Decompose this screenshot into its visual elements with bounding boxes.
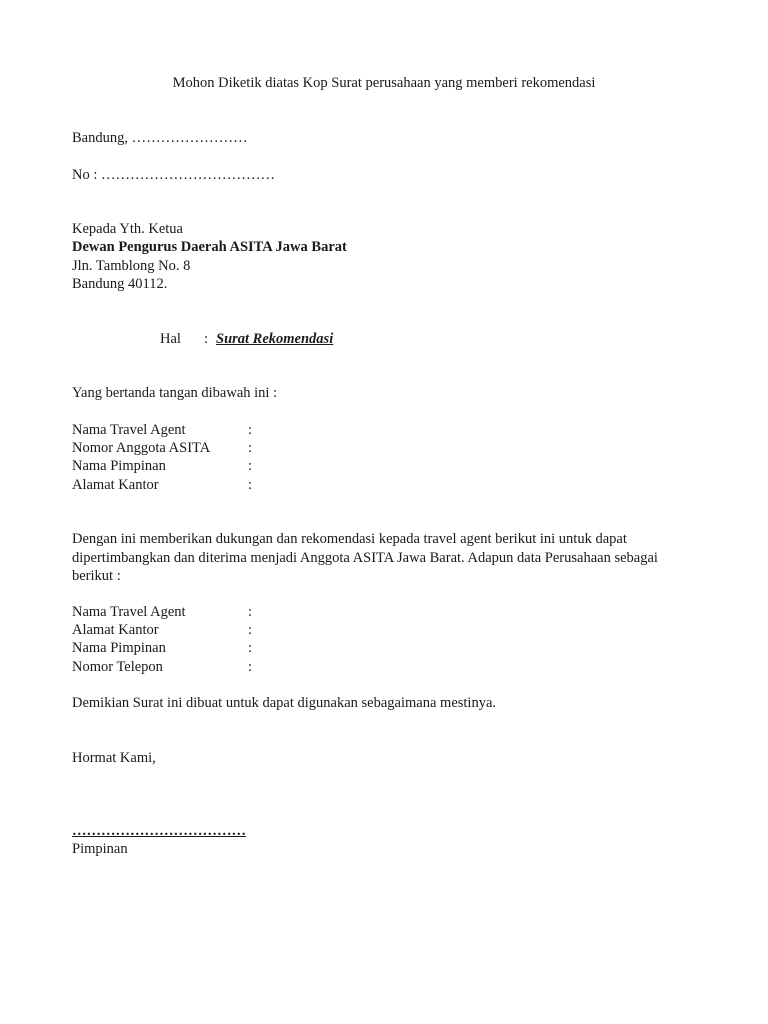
company-field-label: Nomor Telepon [72,659,163,675]
recipient-line-2: Dewan Pengurus Daerah ASITA Jawa Barat [72,239,347,255]
letter-number: No : ……………………………… [72,167,275,183]
signer-field-colon: : [248,422,253,438]
signature-title: Pimpinan [72,841,128,857]
subject-label: Hal [160,331,181,347]
recipient-line-1: Kepada Yth. Ketua [72,221,183,237]
company-field-label: Nama Pimpinan [72,640,166,656]
subject-colon: : [204,331,209,347]
signer-field-label: Nomor Anggota ASITA [72,440,211,456]
recipient-city: Bandung 40112. [72,276,168,292]
signer-field-colon: : [248,458,253,474]
signer-field-label: Nama Pimpinan [72,458,166,474]
body-paragraph: Dengan ini memberikan dukungan dan rekomendasi kepada travel agent berikut ini untuk dapat dipertimbangkan dan diterima menjadi Anggota ASITA Jawa Barat. Adapun data Perusahaan sebagai berikut : [72,531,658,584]
header-note: Mohon Diketik diatas Kop Surat perusahaan yang memberi rekomendasi [172,75,596,91]
subject-value: Surat Rekomendasi [216,331,334,347]
signer-field-colon: : [248,477,253,493]
company-field-colon: : [248,659,253,675]
signer-field-label: Alamat Kantor [72,477,159,493]
company-field-colon: : [248,622,253,638]
closing-text: Demikian Surat ini dibuat untuk dapat digunakan sebagaimana mestinya. [72,695,497,711]
signer-field-label: Nama Travel Agent [72,422,186,438]
company-field-label: Nama Travel Agent [72,604,186,620]
company-field-colon: : [248,640,253,656]
recipient-address: Jln. Tamblong No. 8 [72,258,191,274]
intro-text: Yang bertanda tangan dibawah ini : [72,385,278,401]
company-field-label: Alamat Kantor [72,622,159,638]
place-date: Bandung, …………………… [72,130,248,146]
signature-line: ……………………………… [72,823,246,839]
salutation: Hormat Kami, [72,750,156,766]
company-field-colon: : [248,604,253,620]
signer-field-colon: : [248,440,253,456]
